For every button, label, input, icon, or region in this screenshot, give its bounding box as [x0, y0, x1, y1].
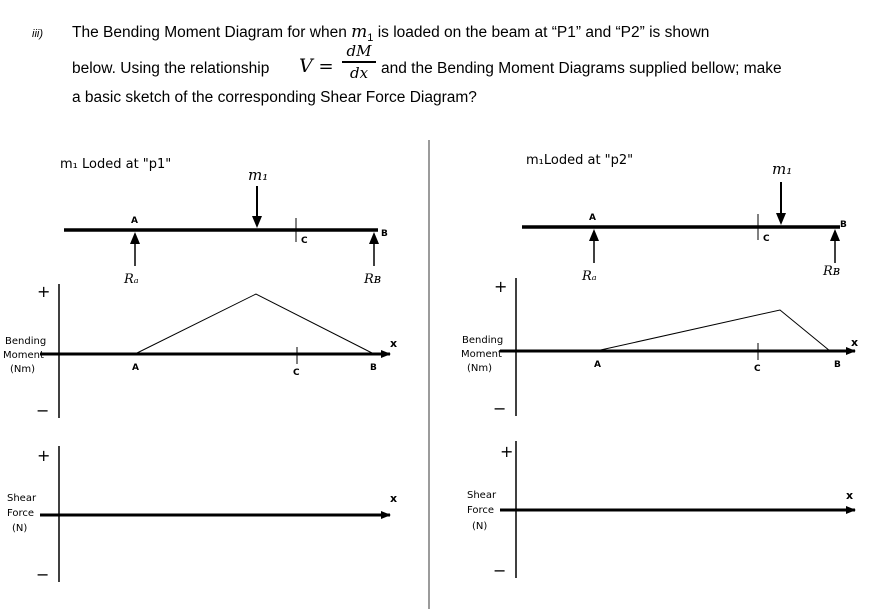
- right-point-a: A: [589, 213, 596, 223]
- left-rb-arrow-icon: [369, 232, 379, 244]
- line1-suffix: is loaded on the beam at “P1” and “P2” is shown: [373, 24, 710, 41]
- question-line-3: a basic sketch of the corresponding Shear Force Diagram?: [72, 89, 477, 106]
- right-sf-x-label: x: [846, 489, 854, 502]
- left-bm-minus: −: [36, 401, 50, 420]
- right-reaction-a: Rₐ: [582, 269, 597, 284]
- left-bm-plus: +: [37, 282, 51, 301]
- right-point-b: B: [840, 220, 847, 230]
- right-panel: [461, 153, 858, 580]
- left-bm-point-c: C: [293, 368, 300, 378]
- mass-subscript: 1: [367, 32, 374, 45]
- right-bm-point-a: A: [594, 360, 601, 370]
- right-bm-label-1: Bending: [462, 335, 504, 346]
- left-bm-point-a: A: [132, 363, 139, 373]
- equation-lhs: V =: [299, 55, 334, 77]
- question-line-2-suffix: and the Bending Moment Diagrams supplied bellow; make: [381, 60, 782, 77]
- right-bm-label-3: (Nm): [467, 363, 493, 374]
- right-point-c: C: [763, 234, 770, 244]
- left-load-label: m₁: [248, 166, 269, 184]
- left-bm-label-2: Moment: [3, 350, 44, 361]
- left-sf-minus: −: [36, 565, 50, 584]
- left-point-a: A: [131, 216, 138, 226]
- left-load-arrow-icon: [252, 216, 262, 228]
- right-sf-label-1: Shear: [467, 490, 497, 501]
- right-title: m₁Loded at "p2": [526, 153, 634, 168]
- shear-symbol: V: [299, 55, 313, 77]
- left-point-b: B: [381, 229, 388, 239]
- right-load-label: m₁: [772, 160, 793, 178]
- left-bm-x-label: x: [390, 337, 398, 350]
- left-sf-label-3: (N): [12, 523, 28, 534]
- left-sf-plus: +: [37, 446, 51, 465]
- fraction-numerator: dM: [346, 42, 372, 60]
- left-bm-point-b: B: [370, 363, 377, 373]
- right-bm-point-c: C: [754, 364, 761, 374]
- mass-variable: m: [351, 22, 368, 42]
- right-bm-minus: −: [493, 399, 507, 418]
- right-bm-label-2: Moment: [461, 349, 502, 360]
- right-sf-label-2: Force: [467, 505, 495, 516]
- right-bm-plus: +: [494, 277, 508, 296]
- right-reaction-b: Rʙ: [823, 264, 841, 279]
- line1-prefix: The Bending Moment Diagram for when: [72, 24, 352, 41]
- left-bm-curve: [135, 294, 374, 354]
- right-bm-point-b: B: [834, 360, 841, 370]
- right-sf-minus: −: [493, 561, 507, 580]
- right-ra-arrow-icon: [589, 229, 599, 241]
- left-point-c: C: [301, 236, 308, 246]
- right-sf-plus: +: [500, 442, 514, 461]
- question-line-2: below. Using the relationship: [72, 60, 270, 77]
- left-reaction-a: Rₐ: [124, 272, 139, 287]
- right-bm-x-label: x: [851, 336, 859, 349]
- right-sf-label-3: (N): [472, 521, 488, 532]
- left-bm-label-3: (Nm): [10, 364, 36, 375]
- left-reaction-b: Rʙ: [364, 272, 382, 287]
- fraction-denominator: dx: [349, 63, 369, 82]
- question-number: iii): [32, 28, 43, 40]
- left-bm-label-1: Bending: [5, 336, 47, 347]
- left-sf-label-2: Force: [7, 508, 35, 519]
- right-load-arrow-icon: [776, 213, 786, 225]
- left-sf-label-1: Shear: [7, 493, 37, 504]
- right-rb-arrow-icon: [830, 229, 840, 241]
- left-title: m₁ Loded at "p1": [60, 157, 172, 172]
- left-ra-arrow-icon: [130, 232, 140, 244]
- left-panel: [3, 157, 397, 584]
- right-bm-curve: [596, 310, 830, 351]
- left-sf-x-label: x: [390, 492, 398, 505]
